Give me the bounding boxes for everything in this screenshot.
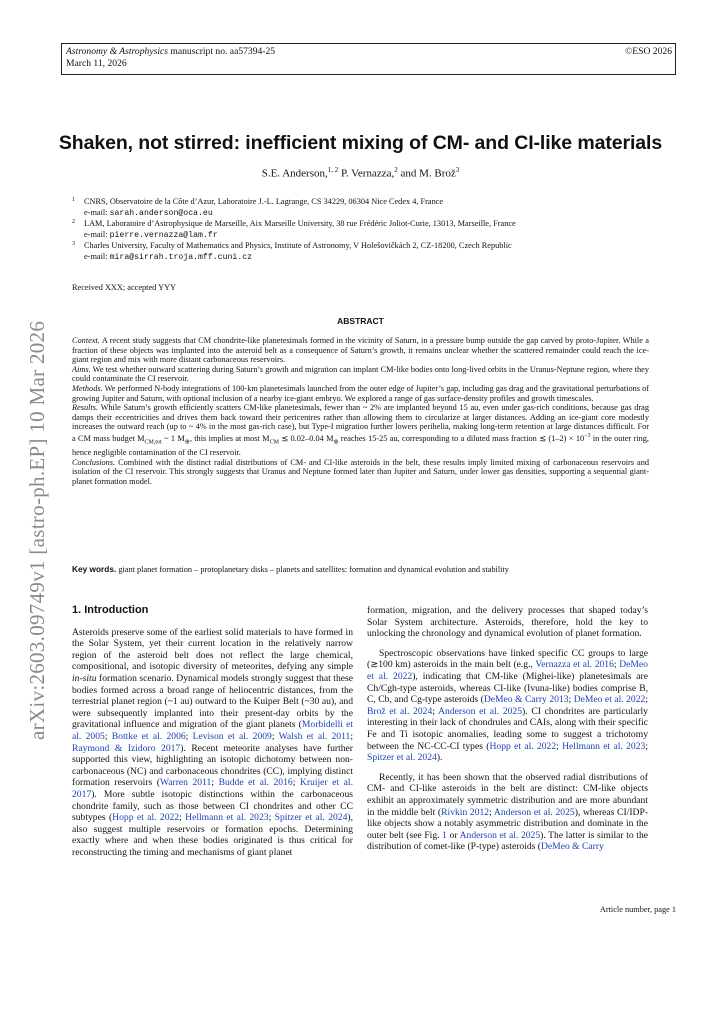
affiliation-2: 2 LAM, Laboratoire d’Astrophysique de Marseille, Aix Marseille University, 38 rue Frédéric Joliot-Curie, 13013, Marseille, France e-mail: pierre.vernazza@lam.fr <box>72 219 516 240</box>
figure-link[interactable]: 1 <box>442 829 447 841</box>
abstract-results: Results. While Saturn’s growth efficiently scatters CM-like planetesimals, fewer than ~ 2% are implanted beyond 15 au, even under gas-rich conditions, because gas drag damps their eccentricities and drives them back toward their pericentres rather than allowing them to circularize at larger distances. Adding an ice-giant core modestly increases the outward reach (up to ~ 4% in the most gas-rich case), but Type-I migration further lowers perihelia, making long-term retention at large distances difficult. For a CM mass budget $M_{CM,tot}$ ~ 1 $M_\oplus$, this implies at most $M_{CM}$ ≲ 0.02–0.04 $M_\oplus$ reaches 15-25 au, corresponding to a diluted mass fraction ≲ $(1-2) \times 10^{-3}$ in the outer ring, hence negligible contamination of the CI reservoir. <box>72 403 649 457</box>
journal-name: Astronomy & Astrophysics <box>66 46 168 57</box>
header-date: March 11, 2026 <box>66 58 127 69</box>
section-heading: 1. Introduction <box>72 604 149 616</box>
left-column <box>72 605 353 858</box>
received-line: Received XXX; accepted YYY <box>72 283 177 292</box>
author-list: S.E. Anderson,$^{1, 2}$ P. Vernazza,$^2$ and M. Brož$^3$ <box>261 166 460 180</box>
citation-link[interactable]: Vernazza et al. 2016 <box>535 659 614 671</box>
abstract-conclusions: Conclusions. Combined with the distinct radial distributions of CM- and CI-like asteroids in the belt, these results imply limited mixing of carbonaceous reservoirs and isolation of the CI reservoir. This strongly suggests that Uranus and Neptune formed later than Jupiter and Saturn, under lower gas densities, supporting a sequential giant-planet formation model. <box>72 457 649 486</box>
citation-link[interactable]: Levison et al. 2009 <box>192 730 272 742</box>
citation-link[interactable]: DeMeo et al. 2022 <box>367 659 648 682</box>
paper-title: Shaken, not stirred: inefficient mixing of CM- and CI-like materials <box>58 132 663 154</box>
citation-link[interactable]: DeMeo & Carry 2013 <box>483 694 569 706</box>
citation-link[interactable]: Walsh et al. 2011 <box>278 730 351 742</box>
paragraph: formation, migration, and the delivery processes that shaped today’s Solar System architecture. Asteroids, therefore, hold the key to unlocking the chronology and dynamical evolution of planet formation. <box>367 605 648 640</box>
citation-link[interactable]: Kruijer et al. 2017 <box>72 777 353 800</box>
citation-link[interactable]: Hopp et al. 2022 <box>489 740 557 752</box>
citation-link[interactable]: Rivkin 2012 <box>441 806 490 818</box>
citation-link[interactable]: Spitzer et al. 2024 <box>274 812 348 824</box>
page-footer: Article number, page 1 <box>599 905 676 914</box>
keywords: Key words. giant planet formation – protoplanetary disks – planets and satellites: formation and dynamical evolution and stability <box>72 564 509 574</box>
abstract-methods: Methods. We performed N-body integrations of 100-km planetesimals launched from the outer edge of Jupiter’s gap, including gas drag and the gravitational perturbations of growing Jupiter and Saturn, with optional inclusion of a nearby ice-giant embryo. We explored a range of gas surface-density profiles and growth timescales. <box>72 383 649 403</box>
abstract-context: Context. A recent study suggests that CM chondrite-like planetesimals formed in the vicinity of Saturn, in a pressure bump outside the gap carved by proto-Jupiter. While a fraction of these objects was implanted into the asteroid belt as a consequence of Saturn’s growth, it remains unclear whether the scattered remainder could reach the ice-giant region and mix with more distant carbonaceous reservoirs. <box>72 336 649 365</box>
citation-link[interactable]: Anderson et al. 2025 <box>438 705 523 717</box>
citation-link[interactable]: Anderson et al. 2025 <box>493 806 575 818</box>
right-column <box>367 605 648 853</box>
paragraph: Recently, it has been shown that the observed radial distributions of CM- and CI-like asteroids in the belt are distinct: CM-like objects exhibit an approximately symmetric distribution and are more abundant in the middle belt (Rivkin 2012; Anderson et al. 2025), whereas CI/IDP-like objects show a notably asymmetric distribution and dominate in the outer belt (see Fig. 1 or Anderson et al. 2025). The latter is similar to the distribution of comet-like (P-type) asteroids (DeMeo & Carry <box>367 771 648 853</box>
citation-link[interactable]: Raymond & Izidoro 2017 <box>72 742 181 754</box>
citation-link[interactable]: DeMeo et al. 2022 <box>573 694 646 706</box>
citation-link[interactable]: Bottke et al. 2006 <box>111 730 186 742</box>
email-link[interactable]: pierre.vernazza@lam.fr <box>109 230 218 240</box>
copyright: ©ESO 2026 <box>625 46 672 57</box>
citation-link[interactable]: DeMeo & Carry <box>540 841 604 853</box>
citation-link[interactable]: Spitzer et al. 2024 <box>367 752 437 764</box>
citation-link[interactable]: Morbidelli et al. 2005 <box>72 719 354 742</box>
abstract-heading: ABSTRACT <box>337 316 384 326</box>
citation-link[interactable]: Brož et al. 2024 <box>367 705 433 717</box>
arxiv-stamp[interactable]: arXiv:2603.09749v1 [astro-ph.EP] 10 Mar 2026 <box>25 320 49 740</box>
citation-link[interactable]: Hellmann et al. 2023 <box>185 812 269 824</box>
citation-link[interactable]: Budde et al. 2016 <box>218 777 293 789</box>
affiliation-3: 3 Charles University, Faculty of Mathematics and Physics, Institute of Astronomy, V Holešovičkách 2, CZ-18200, Czech Republic e-mail: mira@sirrah.troja.mff.cuni.cz <box>72 241 512 262</box>
citation-link[interactable]: Warren 2011 <box>159 777 212 789</box>
citation-link[interactable]: Hellmann et al. 2023 <box>562 740 646 752</box>
citation-link[interactable]: Anderson et al. 2025 <box>459 829 541 841</box>
affiliation-1: 1 CNRS, Observatoire de la Côte d’Azur, Laboratoire J.-L. Lagrange, CS 34229, 06304 Nice Cedex 4, France e-mail: sarah.anderson@oca.eu <box>72 197 444 218</box>
affiliations <box>72 197 672 263</box>
manuscript-number: manuscript no. aa57394-25 <box>170 46 276 57</box>
abstract-body <box>72 336 649 486</box>
abstract-aims: Aims. We test whether outward scattering during Saturn’s growth and migration can implant CM-like bodies onto long-lived orbits in the Uranus-Neptune region, where they could contaminate the CI reservoir. <box>72 364 649 384</box>
paragraph: Spectroscopic observations have linked specific CC groups to large (≳100 km) asteroids in the main belt (e.g., Vernazza et al. 2016; DeMeo et al. 2022), indicating that CM-like (Mighei-like) planetesimals are Ch/Cgh-type asteroids, whereas CI-like (Ivuna-like) bodies comprise B, C, Cb, and Cg-type asteroids (DeMeo & Carry 2013; DeMeo et al. 2022; Brož et al. 2024; Anderson et al. 2025). CI chondrites are particularly interesting in their lack of chondrules and CAIs, along with their specific Fe and Ti isotopic anomalies, leading some to suggest a trichotomy between the NC-CC-CI types (Hopp et al. 2022; Hellmann et al. 2023; Spitzer et al. 2024). <box>367 647 649 764</box>
email-link[interactable]: mira@sirrah.troja.mff.cuni.cz <box>109 252 253 262</box>
header-left <box>66 46 275 70</box>
citation-link[interactable]: Hopp et al. 2022 <box>112 812 180 824</box>
paragraph: Asteroids preserve some of the earliest solid materials to have formed in the Solar System, yet their current location in the relatively narrow region of the asteroid belt does not reflect the large chemical, compositional, and isotopic diversity of meteorites, defying any simple in-situ formation scenario. Dynamical models strongly suggest that these bodies formed across a broad range of heliocentric distances, from the terrestrial planet region (~1 au) outward to the Kuiper Belt (~30 au), and were subsequently implanted into their present-day orbits by the gravitational influence and migration of the giant planets (Morbidelli et al. 2005; Bottke et al. 2006; Levison et al. 2009; Walsh et al. 2011; Raymond & Izidoro 2017). Recent meteorite analyses have further supported this view, highlighting an isotopic dichotomy between non-carbonaceous (NC) and carbonaceous chondrites (CC), implying distinct formation reservoirs (Warren 2011; Budde et al. 2016; Kruijer et al. 2017). More subtle isotopic distinctions within the carbonaceous chondrite family, such as those between CI chondrites and other CC subtypes (Hopp et al. 2022; Hellmann et al. 2023; Spitzer et al. 2024), also suggest multiple reservoirs or formation epochs. Determining exactly where and when these bodies originated is thus critical for reconstructing the timing and mechanisms of giant planet <box>72 626 354 858</box>
email-link[interactable]: sarah.anderson@oca.eu <box>109 208 213 218</box>
